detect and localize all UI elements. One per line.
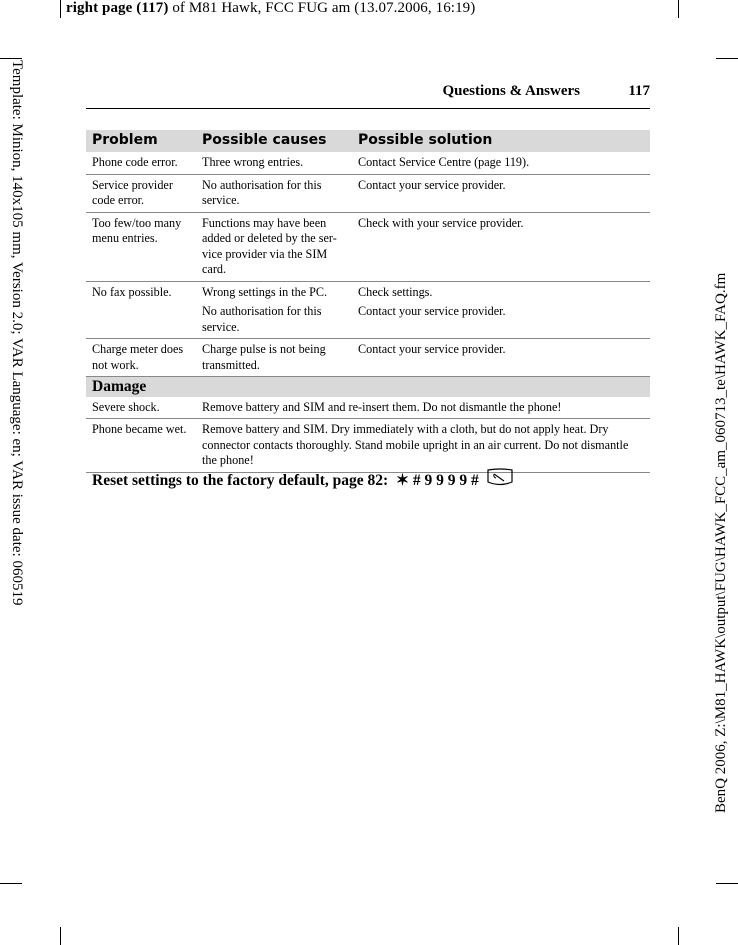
crop-mark: [678, 0, 679, 18]
crop-mark: [0, 883, 22, 884]
table-row: [86, 212, 650, 281]
page-number: 117: [628, 83, 650, 99]
crop-mark: [716, 58, 738, 59]
damage-heading: Damage: [86, 377, 650, 397]
reset-sequence: # 9 9 9 9 #: [412, 472, 479, 490]
problem-cell: Severe shock.: [86, 397, 196, 419]
table-row: [86, 419, 650, 473]
column-header-causes: Possible causes: [196, 130, 352, 152]
cause-cell: No authorisation for this service.: [196, 302, 352, 339]
crop-mark: [0, 58, 22, 59]
solution-cell: Contact your service provider.: [352, 302, 650, 339]
table-row: [86, 174, 650, 212]
table-row: [86, 152, 650, 174]
section-title: Questions & Answers: [442, 83, 580, 99]
reset-text: Reset settings to the factory default, page 82:: [92, 472, 389, 490]
crop-mark: [678, 927, 679, 945]
star-key-icon: ✶: [396, 472, 410, 490]
solution-cell: Check settings.: [358, 284, 433, 299]
print-info-label: [66, 0, 475, 17]
reset-instruction: [92, 470, 515, 493]
cause-cell: No authorisation for this service.: [196, 174, 352, 212]
table-row: [86, 339, 650, 377]
table-row: [86, 397, 650, 419]
faq-table: [86, 130, 650, 473]
table-header-row: [86, 130, 650, 152]
solution-cell: Check with your service provider.: [352, 212, 650, 281]
solution-cell: Contact your service provider.: [352, 174, 650, 212]
problem-cell: Phone code error.: [86, 152, 196, 174]
table-row: [86, 302, 650, 339]
cause-cell: Three wrong entries.: [196, 152, 352, 174]
cause-cell: Wrong settings in the PC.: [202, 284, 328, 299]
crop-mark: [60, 927, 61, 945]
call-key-icon: [485, 466, 515, 493]
crop-mark: [60, 0, 61, 18]
cause-cell: Charge pulse is not being transmitted.: [196, 339, 352, 377]
problem-cell: Service provider code error.: [86, 174, 196, 212]
page-header: [86, 82, 650, 109]
table-row: [86, 281, 650, 302]
solution-cell: Remove battery and SIM and re-insert them. Do not dismantle the phone!: [196, 397, 650, 419]
solution-cell: Remove battery and SIM. Dry immediately with a cloth, but do not apply heat. Dry connector contacts thoroughly. Stand mobile upright in an air current. Do not dismantle the phone!: [196, 419, 650, 473]
problem-cell: Too few/too many menu entries.: [86, 212, 196, 281]
print-info-prefix: right page: [66, 0, 133, 16]
problem-cell: Phone became wet.: [86, 419, 196, 473]
column-header-solution: Possible solution: [352, 130, 650, 152]
print-info-rest: of M81 Hawk, FCC FUG am (13.07.2006, 16:19): [172, 0, 476, 16]
problem-cell: No fax possible.: [92, 284, 172, 299]
column-header-problem: Problem: [86, 130, 196, 152]
problem-cell: Charge meter does not work.: [86, 339, 196, 377]
solution-cell: Contact Service Centre (page 119).: [352, 152, 650, 174]
cause-cell: Functions may have been added or deleted by the ser-vice provider via the SIM card.: [196, 212, 352, 281]
damage-heading-row: [86, 377, 650, 397]
print-info-page: (117): [136, 0, 169, 16]
file-path-info: BenQ 2006, Z:\M81_HAWK\output\FUG\HAWK_FCC_am_060713_te\HAWK_FAQ.fm: [713, 273, 729, 814]
solution-cell: Contact your service provider.: [352, 339, 650, 377]
problem-cell: [86, 302, 196, 339]
template-info: Template: Minion, 140x105 mm, Version 2.0; VAR Language: en; VAR issue date: 060519: [9, 60, 25, 606]
